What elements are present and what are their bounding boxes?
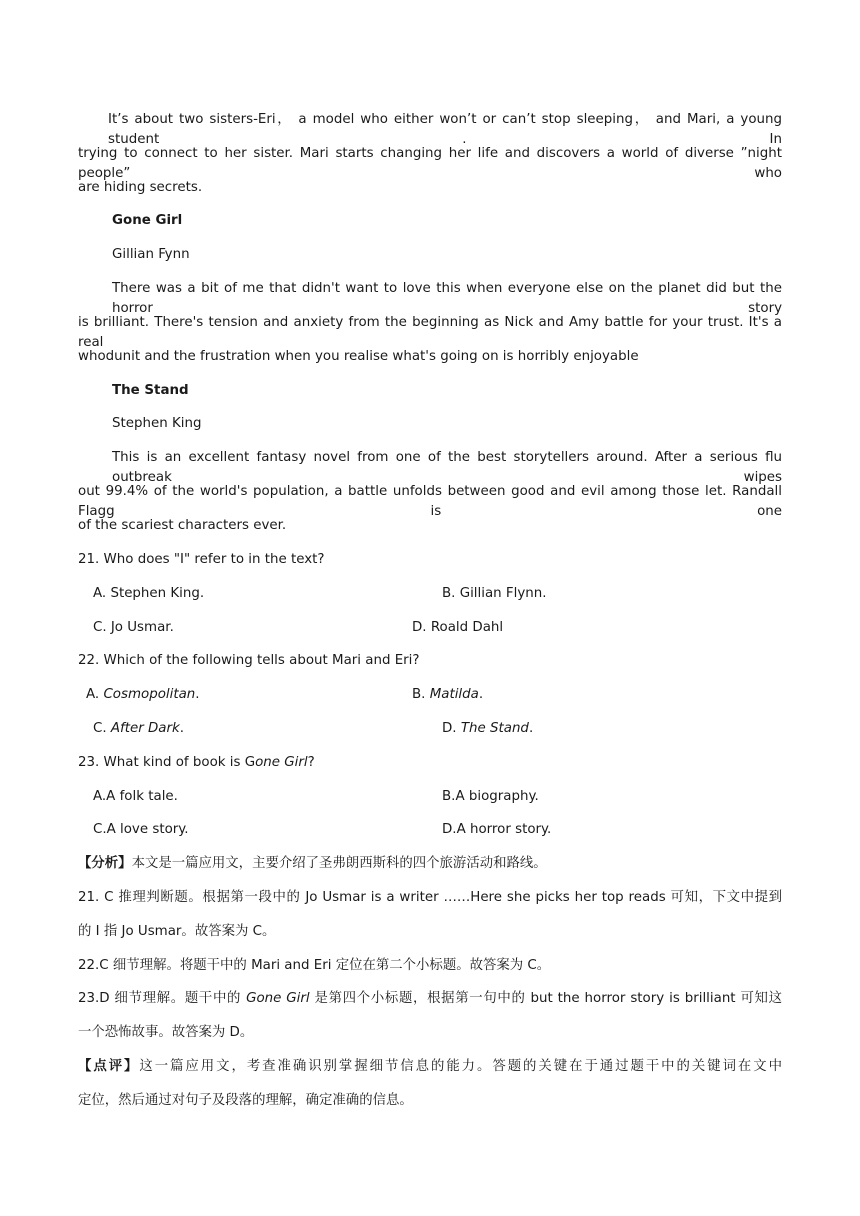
comment-line-2: 定位，然后通过对句子及段落的理解，确定准确的信息。: [78, 1093, 413, 1108]
answer-21-line-1: 21. C 推理判断题。根据第一段中的 Jo Usmar is a writer ……Here she picks her top reads 可知，下文中提到: [78, 890, 782, 905]
book-title-the-stand: The Stand: [112, 383, 189, 398]
question-23-option-a: A.A folk tale.: [93, 789, 178, 804]
answer-23-line-2: 一个恐怖故事。故答案为 D。: [78, 1025, 254, 1040]
question-23-option-d: D.A horror story.: [442, 822, 552, 837]
question-22-stem: 22. Which of the following tells about Mari and Eri?: [78, 653, 420, 668]
paragraph-3-line-1: This is an excellent fantasy novel from one of the best storytellers around. After a serious flu outbreak wipes: [112, 450, 782, 485]
paragraph-3-line-3: of the scariest characters ever.: [78, 518, 287, 533]
analysis-line: 【分析】本文是一篇应用文，主要介绍了圣弗朗西斯科的四个旅游活动和路线。: [78, 856, 547, 871]
book-title-gone-girl: Gone Girl: [112, 213, 183, 228]
question-21-option-c: C. Jo Usmar.: [93, 620, 174, 635]
question-22-option-c: C. After Dark.: [93, 721, 185, 736]
comment-line-1: 【点评】这一篇应用文，考查准确识别掌握细节信息的能力。答题的关键在于通过题干中的关键词在文中: [78, 1059, 782, 1074]
paragraph-2-line-2: is brilliant. There's tension and anxiety from the beginning as Nick and Amy battle for your trust. It's a real: [78, 315, 782, 350]
question-21-option-b: B. Gillian Flynn.: [442, 586, 547, 601]
answer-21-line-2: 的 I 指 Jo Usmar。故答案为 C。: [78, 924, 276, 939]
book-author-gillian-fynn: Gillian Fynn: [112, 247, 190, 262]
question-21-option-d: D. Roald Dahl: [412, 620, 504, 635]
question-23-stem: 23. What kind of book is Gone Girl?: [78, 755, 315, 770]
book-author-stephen-king: Stephen King: [112, 416, 202, 431]
question-23-option-c: C.A love story.: [93, 822, 189, 837]
question-23-option-b: B.A biography.: [442, 789, 539, 804]
answer-22: 22.C 细节理解。将题干中的 Mari and Eri 定位在第二个小标题。故答案为 C。: [78, 958, 551, 973]
question-21-stem: 21. Who does "I" refer to in the text?: [78, 552, 325, 567]
question-22-option-b: B. Matilda.: [412, 687, 484, 702]
paragraph-1-line-3: are hiding secrets.: [78, 180, 203, 195]
answer-23-line-1: 23.D 细节理解。题干中的 Gone Girl 是第四个小标题，根据第一句中的 but the horror story is brilliant 可知这: [78, 991, 783, 1006]
question-22-option-a: A. Cosmopolitan.: [86, 687, 200, 702]
paragraph-2-line-1: There was a bit of me that didn't want to love this when everyone else on the planet did but the horror story: [112, 281, 782, 316]
paragraph-2-line-3: whodunit and the frustration when you realise what's going on is horribly enjoyable: [78, 349, 639, 364]
paragraph-1-line-1: It’s about two sisters-Eri， a model who either won’t or can’t stop sleeping， and Mari, a young student . In: [108, 112, 782, 147]
paragraph-3-line-2: out 99.4% of the world's population, a battle unfolds between good and evil among those let. Randall Flagg is one: [78, 484, 782, 519]
question-22-option-d: D. The Stand.: [442, 721, 534, 736]
paragraph-1-line-2: trying to connect to her sister. Mari starts changing her life and discovers a world of diverse ”night people” who: [78, 146, 782, 181]
question-21-option-a: A. Stephen King.: [93, 586, 205, 601]
